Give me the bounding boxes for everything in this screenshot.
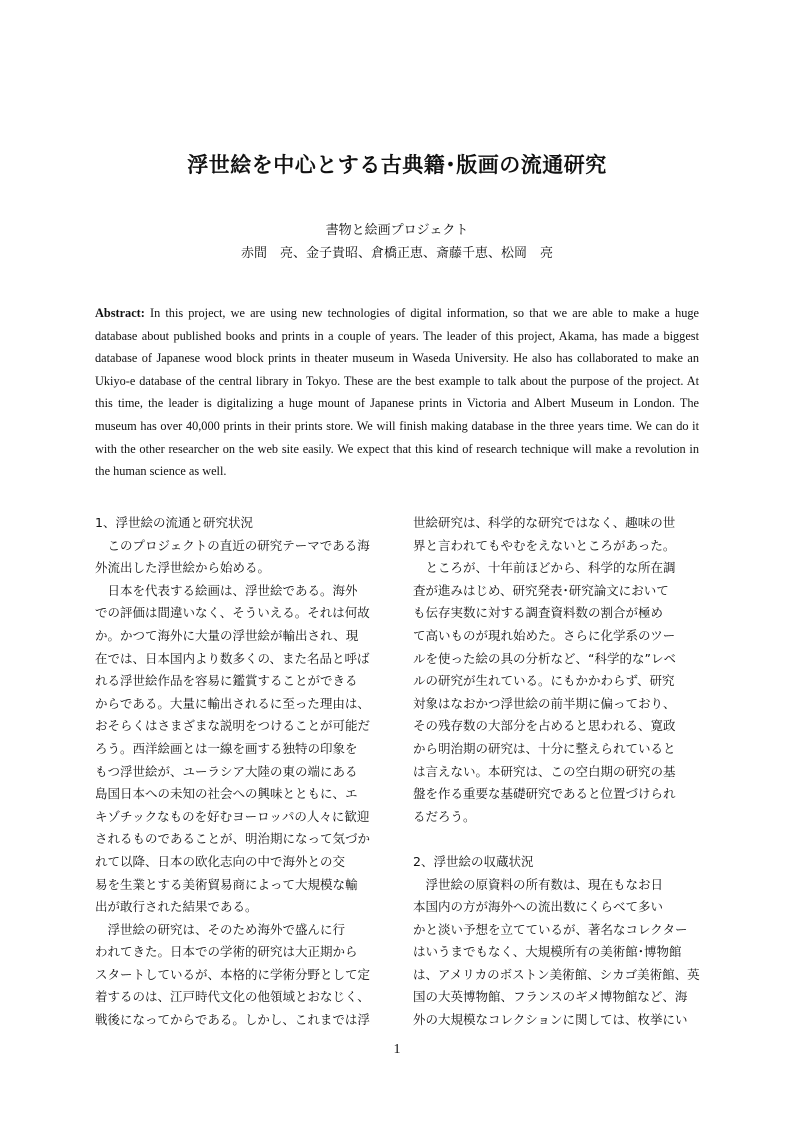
- text-line: か。かつて海外に大量の浮世絵が輸出され、現: [95, 627, 359, 643]
- text-line: れて以降、日本の欧化志向の中で海外との交: [95, 853, 346, 869]
- text-line: は言えない。本研究は、この空白期の研究の基: [413, 763, 676, 779]
- section-heading-2: 2、浮世絵の収蔵状況: [413, 853, 534, 869]
- text-line: 対象はなおかつ浮世絵の前半期に偏っており、: [413, 695, 676, 711]
- text-line: われてきた。日本での学術的研究は大正期から: [95, 944, 358, 960]
- text-line: このプロジェクトの直近の研究テーマである海: [95, 537, 370, 553]
- text-line: 着するのは、江戸時代文化の他領域とおなじく、: [95, 989, 370, 1005]
- text-line: かと淡い予想を立てているが、著名なコレクター: [413, 921, 688, 937]
- paper-title: 浮世絵を中心とする古典籍･版画の流通研究: [187, 152, 607, 177]
- left-column-body: [95, 535, 387, 1032]
- author-list: 赤間 亮、金子貴昭、倉橋正恵、斎藤千恵、松岡 亮: [240, 246, 553, 261]
- abstract: [95, 302, 699, 483]
- text-line: 世絵研究は、科学的な研究ではなく、趣味の世: [413, 515, 676, 530]
- text-line: は、アメリカのボストン美術館、シカゴ美術館、英: [413, 966, 700, 982]
- text-line: 日本を代表する絵画は、浮世絵である。海外: [95, 582, 358, 598]
- text-line: 戦後になってからである。しかし、これまでは浮: [95, 1012, 370, 1028]
- text-line: から明治期の研究は、十分に整えられていると: [413, 740, 676, 756]
- text-line: 外の大規模なコレクションに関しては、枚挙にい: [413, 1012, 688, 1028]
- text-line: 浮世絵の研究は、そのため海外で盛んに行: [95, 921, 346, 937]
- right-column: [413, 512, 705, 1032]
- text-line: 浮世絵の原資料の所有数は、現在もなお日: [413, 876, 664, 892]
- left-column: [95, 512, 387, 1032]
- affiliation: 書物と絵画プロジェクト: [325, 223, 469, 238]
- text-line: 外流出した浮世絵から始める。: [95, 560, 271, 576]
- text-line: その残存数の大部分を占めると思われる、寛政: [413, 718, 676, 734]
- text-line: るだろう。: [413, 808, 476, 824]
- text-line: 在では、日本国内より数多くの、また名品と呼ば: [95, 650, 370, 666]
- text-line: 査が進みはじめ、研究発表･研究論文において: [413, 582, 669, 598]
- text-line: ところが、十年前ほどから、科学的な所在調: [413, 560, 676, 576]
- abstract-text: In this project, we are using new technologies of digital information, so that we are able to make a huge database about published books and prints in a couple of years. The leader of this project, Akama, has made a biggest database of Japanese wood block prints in theater museum in Waseda University. He also has collaborated to make an Ukiyo-e database of the central library in Tokyo. These are the best example to talk about the purpose of the project. At this time, the leader is digitalizing a huge mount of Japanese prints in Victoria and Albert Museum in London. The museum has over 40,000 prints in their prints store. We will finish making database in the three years time. We can do it with the other researcher on the web site easily. We expect that this kind of research technique will make a revolution in the human science as well.: [95, 306, 699, 479]
- right-column-body-a: [413, 512, 705, 828]
- text-line: も伝存実数に対する調査資料数の割合が極め: [413, 605, 664, 621]
- text-line: れる浮世絵作品を容易に鑑賞することができる: [95, 673, 358, 689]
- section-spacer: [413, 828, 705, 851]
- text-line: スタートしているが、本格的に学術分野として定: [95, 966, 371, 982]
- right-column-body-b: [413, 874, 705, 1032]
- abstract-label: Abstract:: [95, 306, 145, 320]
- text-line: 易を生業とする美術貿易商によって大規模な輸: [95, 876, 358, 892]
- text-line: ルの研究が生れている。にもかかわらず、研究: [413, 673, 675, 689]
- section-heading-1: 1、浮世絵の流通と研究状況: [95, 515, 253, 530]
- text-line: ろう。西洋絵画とは一線を画する独特の印象を: [95, 740, 358, 756]
- text-line: キゾチックなものを好むヨーロッパの人々に歓迎: [95, 808, 370, 824]
- text-line: 出が敢行された結果である。: [95, 899, 258, 915]
- text-line: 国の大英博物館、フランスのギメ博物館など、海: [413, 989, 688, 1005]
- text-line: されるものであることが、明治期になって気づか: [95, 831, 371, 847]
- page-number: 1: [393, 1042, 401, 1057]
- text-line: 界と言われてもやむをえないところがあった。: [413, 537, 676, 553]
- text-line: での評価は間違いなく、そういえる。それは何故: [95, 605, 370, 621]
- text-line: はいうまでもなく、大規模所有の美術館･博物館: [413, 944, 682, 960]
- text-line: て高いものが現れ始めた。さらに化学系のツー: [413, 627, 676, 643]
- text-line: 島国日本への未知の社会への興味とともに、エ: [95, 786, 358, 802]
- text-line: もつ浮世絵が、ユーラシア大陸の東の端にある: [95, 763, 358, 779]
- text-line: 本国内の方が海外への流出数にくらべて多い: [413, 899, 664, 915]
- text-line: からである。大量に輸出されるに至った理由は、: [95, 695, 370, 711]
- text-line: 盤を作る重要な基礎研究であると位置づけられ: [413, 786, 676, 802]
- text-line: おそらくはさまざまな説明をつけることが可能だ: [95, 718, 371, 734]
- text-line: ルを使った絵の具の分析など、“科学的な”レベ: [413, 650, 676, 666]
